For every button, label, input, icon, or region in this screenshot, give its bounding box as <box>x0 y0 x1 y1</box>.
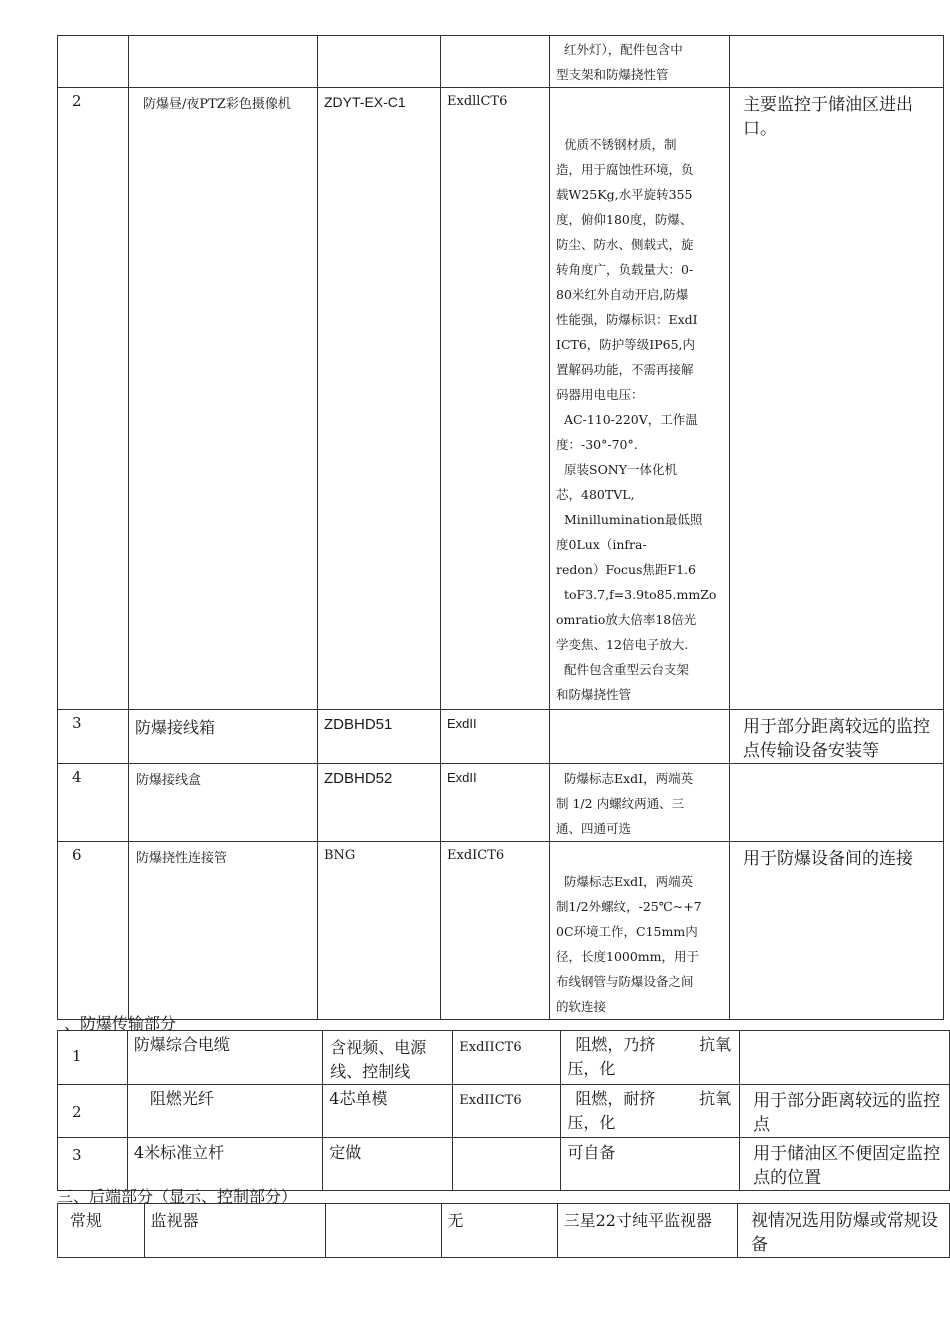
desc-line: 配件包含重型云台支架 <box>564 662 690 677</box>
desc-line: 芯，480TVL, <box>556 487 635 502</box>
cell-desc <box>561 1031 740 1085</box>
cell-remark <box>730 764 944 842</box>
desc-line: 度：-30°-70°. <box>556 437 638 452</box>
desc-line: 红外灯），配件包含中 <box>564 42 683 57</box>
cell-model: ZDBHD51 <box>318 710 441 764</box>
desc-line: 防爆标志ExdⅠ，两端英 <box>564 874 694 889</box>
cell-name: 防爆挠性连接管 <box>129 842 318 1020</box>
cell-num: 2 <box>58 1085 128 1138</box>
cell-model: 定做 <box>323 1138 453 1191</box>
desc-part: 抗氧 <box>699 1035 732 1054</box>
cell-model <box>318 36 441 88</box>
desc-line: 优质不锈钢材质，制 <box>564 137 677 152</box>
cell-name: 防爆昼/夜PTZ彩色摄像机 <box>129 88 318 710</box>
cell-remark <box>730 36 944 88</box>
desc-line: 码器用电电压： <box>556 387 644 402</box>
cell-name: 阻燃光纤 <box>127 1085 322 1138</box>
desc-line: 载W25Kg,水平旋转355 <box>556 187 693 202</box>
cell-desc <box>561 1138 740 1191</box>
cell-remark <box>740 1031 950 1085</box>
desc-line: 防爆标志ExdⅠ，两端英 <box>564 771 694 786</box>
cell-num: 2 <box>58 88 129 710</box>
desc-line: 置解码功能，不需再接解 <box>556 362 694 377</box>
desc-line: toF3.7,f=3.9to85.mmZo <box>564 587 717 602</box>
cell-remark: 主要监控于储油区进出口。 <box>730 88 944 710</box>
desc-line: 度0Lux（infra- <box>556 537 647 552</box>
desc-line: 性能强，防爆标识：ExdI <box>556 312 698 327</box>
table-row <box>58 1085 950 1138</box>
cell-remark: 视情况选用防爆或常规设备 <box>737 1204 949 1258</box>
desc-line: ICT6，防护等级IP65,内 <box>556 337 696 352</box>
table-row <box>58 1204 950 1258</box>
desc-line: 和防爆挠性管 <box>556 687 632 702</box>
cell-mark: ExdII <box>441 764 550 842</box>
desc-line: 转角度广，负载量大：0- <box>556 262 694 277</box>
cell-model: ZDYT-EX-C1 <box>318 88 441 710</box>
desc-line: 度，俯仰180度，防爆、 <box>556 212 693 227</box>
desc-part: 抗氧 <box>699 1089 732 1108</box>
desc-line: 0C环境工作，C15mm内 <box>556 924 698 939</box>
desc-part: 压，化 <box>567 1113 616 1132</box>
cell-name <box>129 36 318 88</box>
desc-line: Minillumination最低照 <box>564 512 703 527</box>
cell-model: BNG <box>318 842 441 1020</box>
cell-desc: 三星22寸纯平监视器 <box>557 1204 737 1258</box>
cell-num: 6 <box>58 842 129 1020</box>
cell-remark: 用于储油区不便固定监控点的位置 <box>740 1138 950 1191</box>
equipment-table-backend <box>57 1203 950 1258</box>
cell-model: ZDBHD52 <box>318 764 441 842</box>
table-row <box>58 710 944 764</box>
table-row <box>58 1138 950 1191</box>
table-row <box>58 1031 950 1085</box>
desc-line: 制1/2外螺纹，-25℃~+7 <box>556 899 702 914</box>
table-row <box>58 842 944 1020</box>
desc-line: 布线钢管与防爆设备之间 <box>556 974 694 989</box>
cell-mark <box>453 1138 561 1191</box>
section-heading-backend: 三、后端部分（显示、控制部分） <box>57 1187 298 1206</box>
desc-line: 径，长度1000mm，用于 <box>556 949 700 964</box>
desc-line: 的软连接 <box>556 999 607 1014</box>
equipment-table-transmission <box>57 1030 950 1191</box>
cell-name: 4米标准立杆 <box>127 1138 322 1191</box>
desc-line: omratio放大倍率18倍光 <box>556 612 697 627</box>
cell-num: 1 <box>58 1031 128 1085</box>
cell-num: 常规 <box>58 1204 145 1258</box>
cell-num <box>58 36 129 88</box>
cell-mark: ExdllCT6 <box>441 88 550 710</box>
cell-desc <box>550 842 730 1020</box>
cell-model <box>325 1204 441 1258</box>
desc-line: 学变焦、12倍电子放大. <box>556 637 689 652</box>
cell-desc <box>550 710 730 764</box>
cell-num: 3 <box>58 1138 128 1191</box>
cell-remark: 用于部分距离较远的监控点传输设备安装等 <box>730 710 944 764</box>
table-row <box>58 36 944 88</box>
desc-line: redon）Focus焦距F1.6 <box>556 562 696 577</box>
cell-mark: ExdIICT6 <box>453 1085 561 1138</box>
cell-desc <box>550 36 730 88</box>
cell-desc <box>550 764 730 842</box>
desc-line: AC-110-220V，工作温 <box>564 412 698 427</box>
desc-line: 制 1/2 内螺纹两通、三 <box>556 796 685 811</box>
desc-part: 阻燃，乃挤 <box>575 1035 656 1054</box>
cell-mark: ExdIICT6 <box>453 1031 561 1085</box>
cell-mark <box>441 36 550 88</box>
desc-line: 型支架和防爆挠性管 <box>556 67 669 82</box>
desc-part: 可自备 <box>567 1143 616 1162</box>
desc-part: 压，化 <box>567 1059 616 1078</box>
section-heading-transmission: 、防爆传输部分 <box>64 1014 177 1033</box>
table-row <box>58 88 944 710</box>
cell-num: 3 <box>58 710 129 764</box>
cell-desc <box>561 1085 740 1138</box>
cell-model: 含视频、电源线、控制线 <box>323 1031 453 1085</box>
cell-name: 防爆接线箱 <box>129 710 318 764</box>
desc-line: 原装SONY一体化机 <box>564 462 678 477</box>
cell-name: 防爆接线盒 <box>129 764 318 842</box>
cell-remark: 用于部分距离较远的监控点 <box>740 1085 950 1138</box>
cell-model: 4芯单模 <box>323 1085 453 1138</box>
cell-desc <box>550 88 730 710</box>
cell-name: 防爆综合电缆 <box>127 1031 322 1085</box>
equipment-table-front <box>57 35 944 1020</box>
cell-remark: 用于防爆设备间的连接 <box>730 842 944 1020</box>
cell-num: 4 <box>58 764 129 842</box>
cell-mark: ExdII <box>441 710 550 764</box>
cell-mark: ExdⅠCT6 <box>441 842 550 1020</box>
desc-line: 防尘、防水、侧载式，旋 <box>556 237 694 252</box>
cell-mark: 无 <box>441 1204 557 1258</box>
desc-part: 阻燃，耐挤 <box>575 1089 656 1108</box>
desc-line: 通、四通可选 <box>556 821 632 836</box>
cell-name: 监视器 <box>144 1204 325 1258</box>
table-row <box>58 764 944 842</box>
desc-line: 80米红外自动开启,防爆 <box>556 287 689 302</box>
desc-line: 造，用于腐蚀性环境，负 <box>556 162 694 177</box>
